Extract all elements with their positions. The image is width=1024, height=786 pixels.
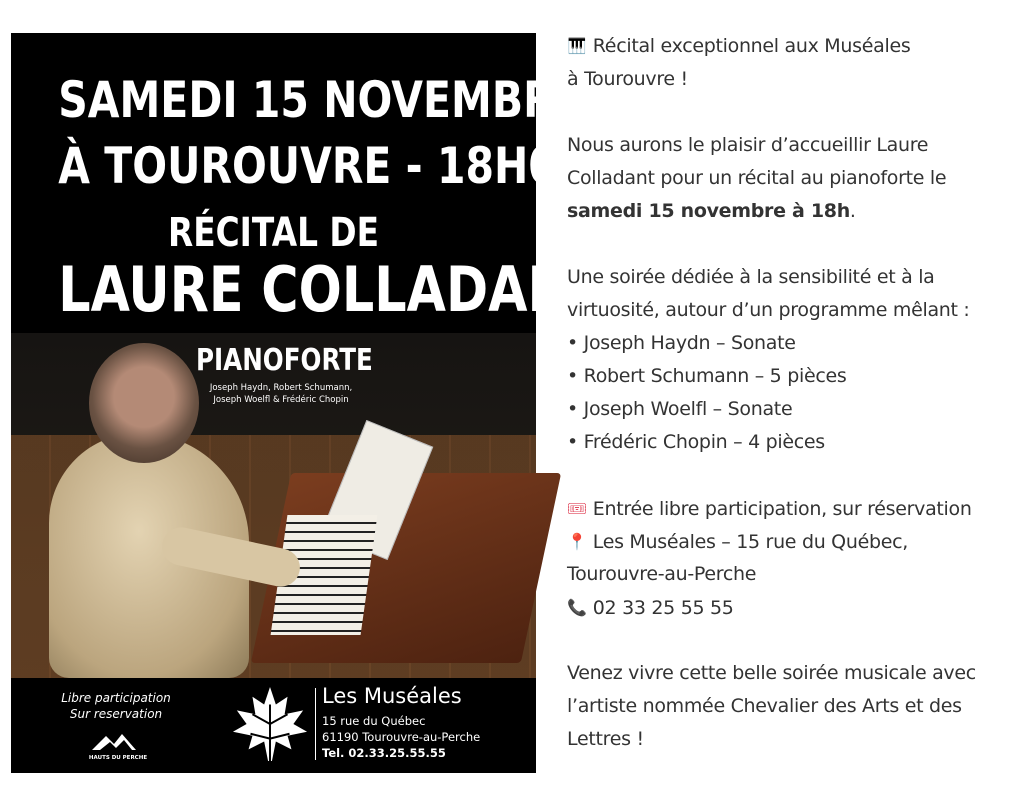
pianist-head [89,343,199,463]
phone-icon: 📞 [567,598,587,617]
paragraph-line: virtuosité, autour d’un programme mêlant : [567,299,970,321]
phone-line [567,591,1022,624]
poster-instrument-title: PIANOFORTE [196,343,373,378]
museales-street: 15 rue du Québec [322,714,426,728]
event-date-bold: samedi 15 novembre à 18h [567,200,850,222]
intro-text: Récital exceptionnel aux Muséales [592,35,911,57]
ticket-icon: 🎟 [567,499,588,518]
free-participation-text: Libre participation [61,691,171,705]
museales-phone: Tel. 02.33.25.55.55 [322,746,446,760]
poster-artist-headline: LAURE COLLADANT [58,253,605,326]
paragraph-line: Nous aurons le plaisir d’accueillir Laure [567,134,929,156]
closing-line: Lettres ! [567,728,644,750]
location-line-2: Tourouvre-au-Perche [567,563,757,585]
hauts-du-perche-logo-text: HAUTS DU PERCHE [88,755,148,761]
intro-line [567,30,1022,63]
program-item: • Robert Schumann – 5 pièces [567,365,847,387]
program-item: • Joseph Haydn – Sonate [567,332,796,354]
phone-text: 02 33 25 55 55 [592,597,734,619]
program-item: • Frédéric Chopin – 4 pièces [567,431,825,453]
poster-composers-line: Joseph Woelfl & Frédéric Chopin [213,395,349,405]
post-text [567,30,1022,756]
ticket-text: Entrée libre participation, sur réservation [592,498,972,520]
intro-line-2: à Tourouvre ! [567,68,688,90]
ticket-line [567,492,1022,525]
museales-divider [315,688,316,760]
piano-keys-icon: 🎹 [567,37,587,55]
poster-recital-headline: RÉCITAL DE [167,210,380,256]
maple-leaf-logo [231,684,309,764]
poster-footer [11,678,536,773]
poster-date-headline: SAMEDI 15 NOVEMBRE [58,71,583,129]
pin-icon: 📍 [567,532,587,551]
paragraph-line [567,195,1022,228]
event-poster [11,33,605,773]
program-item: • Joseph Woelfl – Sonate [567,398,793,420]
poster-place-headline: À TOUROUVRE - 18H00 [58,137,586,195]
paragraph-line: Colladant pour un récital au pianoforte le [567,167,947,189]
hauts-du-perche-logo [86,728,150,764]
closing-line: Venez vivre cette belle soirée musicale avec [567,662,976,684]
closing-line: l’artiste nommée Chevalier des Arts et des [567,695,962,717]
sentence-end: . [849,200,856,222]
museales-city: 61190 Tourouvre-au-Perche [322,730,481,744]
location-text: Les Muséales – 15 rue du Québec, [592,531,909,553]
museales-name: Les Muséales [322,684,462,708]
location-line [567,525,1022,558]
poster-composers-line: Joseph Haydn, Robert Schumann, [209,383,353,393]
paragraph-line: Une soirée dédiée à la sensibilité et à la [567,266,935,288]
reservation-text: Sur reservation [69,707,163,721]
